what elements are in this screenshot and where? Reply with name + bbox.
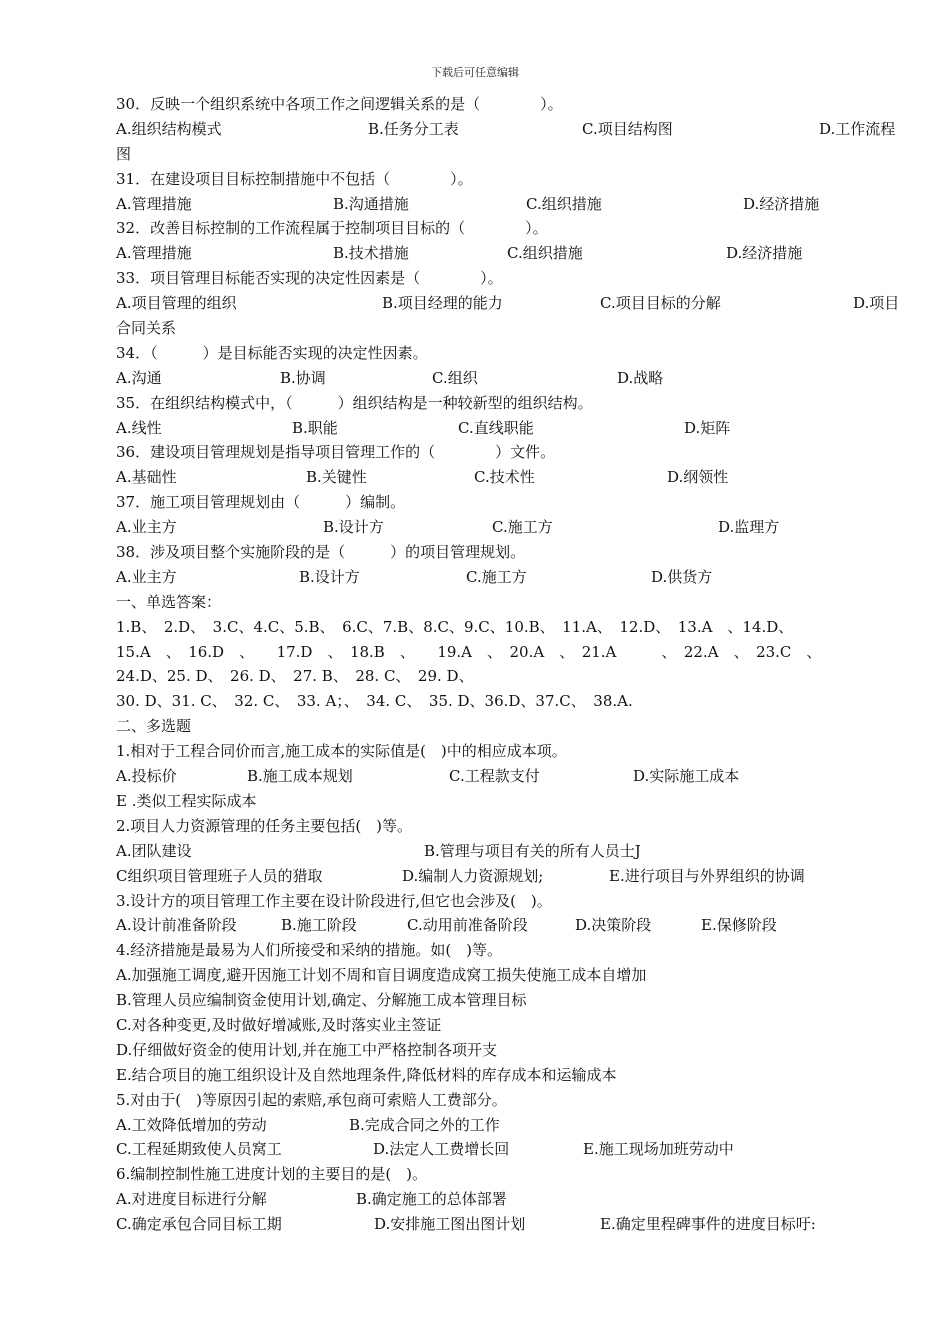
line-text: 30. D、31. C、 32. C、 33. A；、 34. C、 35. D、36.D、37.C、 38.A. [116,692,633,711]
text-line [116,590,910,615]
option-text: D.经济措施 [726,244,803,263]
option-text: B.完成合同之外的工作 [349,1115,500,1134]
option-text: C.组织 [432,368,478,387]
text-line [116,391,910,416]
line-text: 31．在建设项目目标控制措施中不包括（ ）。 [116,169,473,188]
text-line [116,291,910,316]
option-text: B.施工阶段 [281,916,357,935]
option-text: C.组织措施 [507,244,583,263]
text-line [116,117,910,142]
option-text: B.项目经理的能力 [382,294,503,313]
text-line [116,764,910,789]
option-text: E.施工现场加班劳动中 [583,1140,734,1159]
option-text: C.施工方 [466,567,527,586]
option-text: A.基础性 [116,468,177,487]
line-text: 一、单选答案： [116,592,222,611]
line-text: 32．改善目标控制的工作流程属于控制项目目标的（ ）。 [116,219,548,238]
text-line [116,1212,910,1237]
option-text: C.项目目标的分解 [600,294,721,313]
option-text: D.经济措施 [743,194,820,213]
line-text: 35．在组织结构模式中，（ ）组织结构是一种较新型的组织结构。 [116,393,593,412]
line-text: A.加强施工调度,避开因施工计划不周和盲目调度造成窝工损失使施工成本自增加 [116,966,647,985]
option-text: B.管理与项目有关的所有人员士J [424,841,641,860]
option-text: C.组织措施 [526,194,602,213]
option-text: A.对进度目标进行分解 [116,1190,267,1209]
option-text: D.战略 [617,368,664,387]
option-text: A.管理措施 [116,244,192,263]
line-text: D.仔细做好资金的使用计划,并在施工中严格控制各项开支 [116,1040,498,1059]
option-text: C.工程款支付 [449,767,540,786]
option-text: A.沟通 [116,368,162,387]
option-text: D.安排施工图出图计划 [374,1215,526,1234]
option-text: A.管理措施 [116,194,192,213]
option-text: D.决策阶段 [575,916,652,935]
text-line [116,92,910,117]
text-line [116,1187,910,1212]
text-line [116,440,910,465]
option-text: A.团队建设 [116,841,192,860]
option-text: E.保修阶段 [701,916,777,935]
option-text: C.技术性 [474,468,535,487]
text-line [116,615,910,640]
text-line [116,565,910,590]
text-line [116,889,910,914]
line-text: 4.经济措施是最易为人们所接受和采纳的措施。如( )等。 [116,941,503,960]
text-line [116,241,910,266]
option-text: E.确定里程碑事件的进度目标吁: [600,1215,816,1234]
line-text: 3.设计方的项目管理工作主要在设计阶段进行,但它也会涉及( )。 [116,891,552,910]
option-text: A.投标价 [116,767,177,786]
line-text: 24.D、25. D、 26. D、 27. B、 28. C、 29. D、 [116,667,474,686]
document-body [116,92,910,1237]
text-line [116,540,910,565]
line-text: 合同关系 [116,319,177,338]
text-line [116,416,910,441]
line-text: 1.相对于工程合同价而言,施工成本的实际值是( )中的相应成本项。 [116,742,567,761]
option-text: D.法定人工费增长回 [373,1140,510,1159]
option-text: D.项目 [853,294,900,313]
option-text: D.工作流程 [819,119,896,138]
text-line [116,864,910,889]
option-text: C组织项目管理班子人员的猎取 [116,866,323,885]
text-line [116,216,910,241]
line-text: 图 [116,144,132,163]
text-line [116,192,910,217]
text-line [116,142,910,167]
line-text: C.对各种变更,及时做好增减账,及时落实业主签证 [116,1015,442,1034]
option-text: B.职能 [292,418,338,437]
option-text: A.项目管理的组织 [116,294,237,313]
option-text: A.工效降低增加的劳动 [116,1115,267,1134]
line-text: 1.B、 2.D、 3.C、4.C、5.B、 6.C、7.B、8.C、9.C、10.B、 11.A、 12.D、 13.A 、14.D、 [116,617,794,636]
option-text: B.确定施工的总体部署 [356,1190,507,1209]
option-text: C.确定承包合同目标工期 [116,1215,282,1234]
text-line [116,1162,910,1187]
line-text: E .类似工程实际成本 [116,791,257,810]
text-line [116,640,910,665]
text-line [116,1113,910,1138]
text-line [116,366,910,391]
text-line [116,913,910,938]
option-text: C.动用前准备阶段 [407,916,528,935]
text-line [116,714,910,739]
option-text: D.实际施工成本 [633,767,740,786]
line-text: 二、多选题 [116,717,192,736]
option-text: C.工程延期致使人员窝工 [116,1140,282,1159]
option-text: A.设计前准备阶段 [116,916,237,935]
text-line [116,316,910,341]
page-header: 下载后可任意编辑 [431,66,519,79]
option-text: B.关键性 [306,468,367,487]
text-line [116,1063,910,1088]
line-text: 15.A 、 16.D 、 17.D 、 18.B 、 19.A 、 20.A 、 21.A 、 22.A 、 23.C 、 [116,642,822,661]
text-line [116,963,910,988]
text-line [116,515,910,540]
text-line [116,465,910,490]
option-text: B.协调 [280,368,326,387]
line-text: 34．（ ）是目标能否实现的决定性因素。 [116,343,428,362]
option-text: B.设计方 [299,567,360,586]
option-text: A.组织结构模式 [116,119,222,138]
option-text: A.业主方 [116,518,177,537]
line-text: B.管理人员应编制资金使用计划,确定、分解施工成本管理目标 [116,991,527,1010]
text-line [116,341,910,366]
text-line [116,1013,910,1038]
text-line [116,789,910,814]
option-text: D.矩阵 [684,418,731,437]
text-line [116,739,910,764]
line-text: 33．项目管理目标能否实现的决定性因素是（ ）。 [116,269,503,288]
option-text: C.直线职能 [458,418,534,437]
line-text: 38．涉及项目整个实施阶段的是（ ）的项目管理规划。 [116,543,526,562]
option-text: D.编制人力资源规划; [402,866,544,885]
line-text: 2.项目人力资源管理的任务主要包括( )等。 [116,816,413,835]
line-text: 6.编制控制性施工进度计划的主要目的是( )。 [116,1165,428,1184]
text-line [116,938,910,963]
option-text: A.业主方 [116,567,177,586]
text-line [116,266,910,291]
text-line [116,664,910,689]
line-text: 30．反映一个组织系统中各项工作之间逻辑关系的是（ ）。 [116,95,563,113]
line-text: 5.对由于( )等原因引起的索赔,承包商可索赔人工费部分。 [116,1090,507,1109]
text-line [116,1137,910,1162]
option-text: B.技术措施 [333,244,409,263]
option-text: A.线性 [116,418,162,437]
option-text: D.供货方 [651,567,713,586]
option-text: D.监理方 [718,518,780,537]
text-line [116,689,910,714]
option-text: B.设计方 [323,518,384,537]
text-line [116,1038,910,1063]
line-text: 36．建设项目管理规划是指导项目管理工作的（ ）文件。 [116,443,556,462]
option-text: D.纲领性 [667,468,729,487]
line-text: 37．施工项目管理规划由（ ）编制。 [116,493,406,512]
option-text: B.施工成本规划 [247,767,353,786]
option-text: C.施工方 [492,518,553,537]
option-text: C.项目结构图 [582,119,673,138]
text-line [116,814,910,839]
option-text: B.任务分工表 [368,119,459,138]
text-line [116,1088,910,1113]
option-text: E.进行项目与外界组织的协调 [609,866,805,885]
option-text: B.沟通措施 [333,194,409,213]
text-line [116,839,910,864]
line-text: E.结合项目的施工组织设计及自然地理条件,降低材料的库存成本和运输成本 [116,1065,617,1084]
text-line [116,490,910,515]
text-line [116,167,910,192]
text-line [116,988,910,1013]
